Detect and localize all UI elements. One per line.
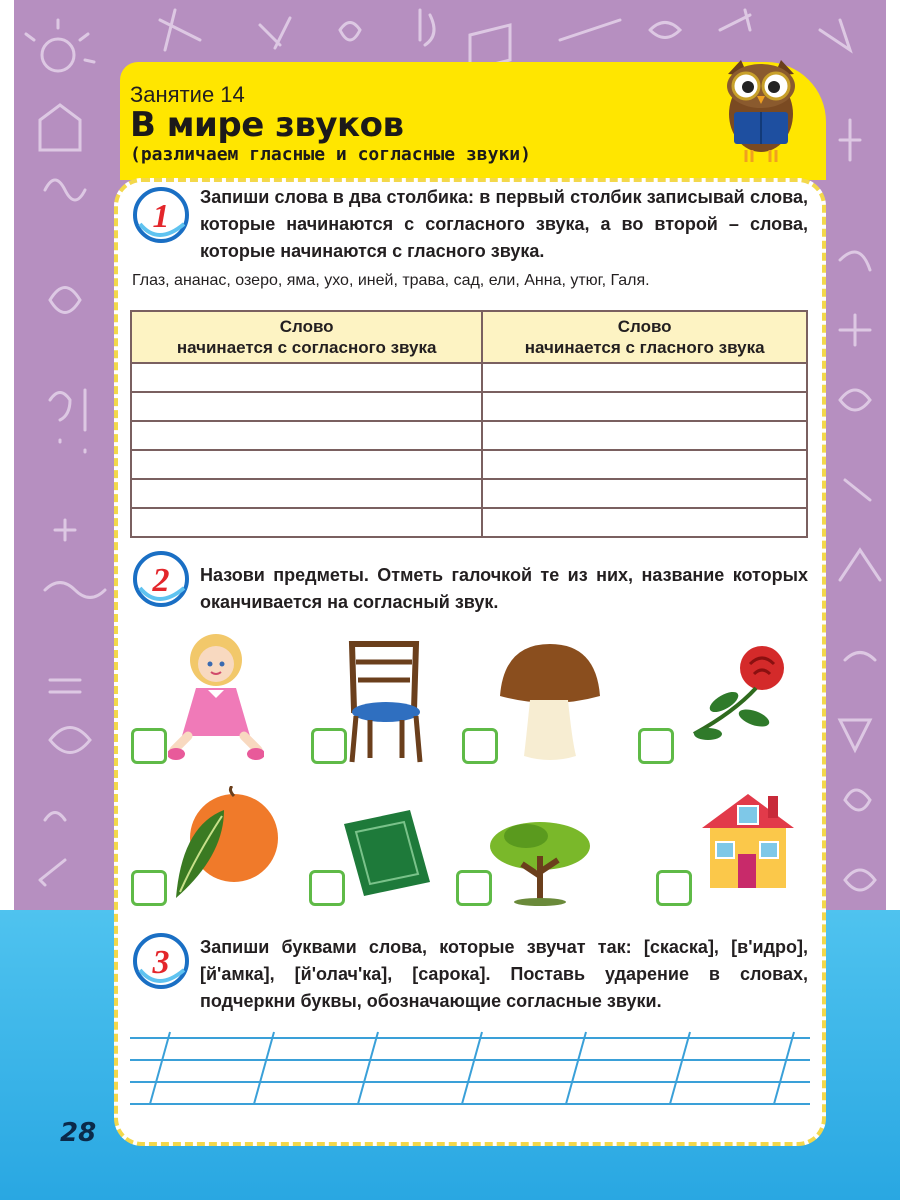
checkbox-rose[interactable] [638, 728, 674, 764]
column-header-consonant [131, 311, 482, 363]
table-row [131, 450, 807, 479]
handwriting-lines[interactable] [130, 1028, 810, 1108]
rose-icon [684, 642, 794, 750]
table-row [131, 392, 807, 421]
consonant-answer-cell[interactable] [131, 508, 482, 537]
task-number-2: 2 [152, 562, 170, 599]
house-icon [698, 788, 798, 892]
vowel-answer-cell[interactable] [482, 392, 807, 421]
lesson-number: Занятие 14 [130, 82, 245, 107]
column-header-vowel-line2: начинается с гласного звука [524, 338, 765, 357]
consonant-answer-cell[interactable] [131, 479, 482, 508]
vowel-answer-cell[interactable] [482, 508, 807, 537]
column-header-consonant-line1: Слово [279, 317, 334, 336]
vowel-answer-cell[interactable] [482, 363, 807, 392]
table-row [131, 421, 807, 450]
word-sorting-table [130, 310, 808, 538]
task-3-instructions: Запиши буквами слова, которые звучат так: [скаска], [в'идро], [й'амка], [й'олач'ка], [сарока]. Поставь ударение в словах, подчеркни буквы, обозначающие согласные звуки. [200, 937, 808, 1011]
chair-icon [344, 640, 426, 764]
vowel-answer-cell[interactable] [482, 450, 807, 479]
mushroom-icon [496, 640, 604, 764]
peach-icon [168, 786, 280, 904]
column-header-vowel-line1: Слово [617, 317, 672, 336]
table-row [131, 363, 807, 392]
consonant-answer-cell[interactable] [131, 450, 482, 479]
task-number-badge-3 [132, 932, 190, 990]
checkbox-house[interactable] [656, 870, 692, 906]
checkbox-chair[interactable] [311, 728, 347, 764]
column-header-consonant-line2: начинается с согласного звука [176, 338, 437, 357]
lesson-subtitle: (различаем гласные и согласные звуки) [130, 144, 531, 165]
task-1-word-list: Глаз, ананас, озеро, яма, ухо, иней, трава, сад, ели, Анна, утюг, Галя. [132, 272, 650, 289]
tree-icon [486, 816, 594, 906]
checkbox-tree[interactable] [456, 870, 492, 906]
task-1-instructions: Запиши слова в два столбика: в первый столбик записывай слова, которые начинаются с согласного звука, а во второй – слова, которые начинаются с гласного звука. [200, 187, 808, 261]
consonant-answer-cell[interactable] [131, 363, 482, 392]
task-number-3: 3 [152, 944, 170, 981]
table-row [131, 508, 807, 537]
owl-reading-icon [716, 52, 806, 164]
table-body [131, 363, 807, 537]
consonant-answer-cell[interactable] [131, 392, 482, 421]
lesson-title: В мире звуков [130, 105, 404, 145]
task-number-badge-2 [132, 550, 190, 608]
table-header-row [131, 311, 807, 363]
page-number: 28 [60, 1118, 97, 1148]
table-row [131, 479, 807, 508]
vowel-answer-cell[interactable] [482, 421, 807, 450]
checkbox-doll[interactable] [131, 728, 167, 764]
book-icon [340, 806, 434, 900]
vowel-answer-cell[interactable] [482, 479, 807, 508]
checkbox-mushroom[interactable] [462, 728, 498, 764]
column-header-vowel [482, 311, 807, 363]
consonant-answer-cell[interactable] [131, 421, 482, 450]
checkbox-peach[interactable] [131, 870, 167, 906]
doll-icon [168, 628, 264, 768]
task-2-instructions: Назови предметы. Отметь галочкой те из них, название которых оканчивается на согласный звук. [200, 565, 808, 612]
checkbox-book[interactable] [309, 870, 345, 906]
task-number-badge-1 [132, 186, 190, 244]
task-number-1: 1 [152, 198, 170, 235]
